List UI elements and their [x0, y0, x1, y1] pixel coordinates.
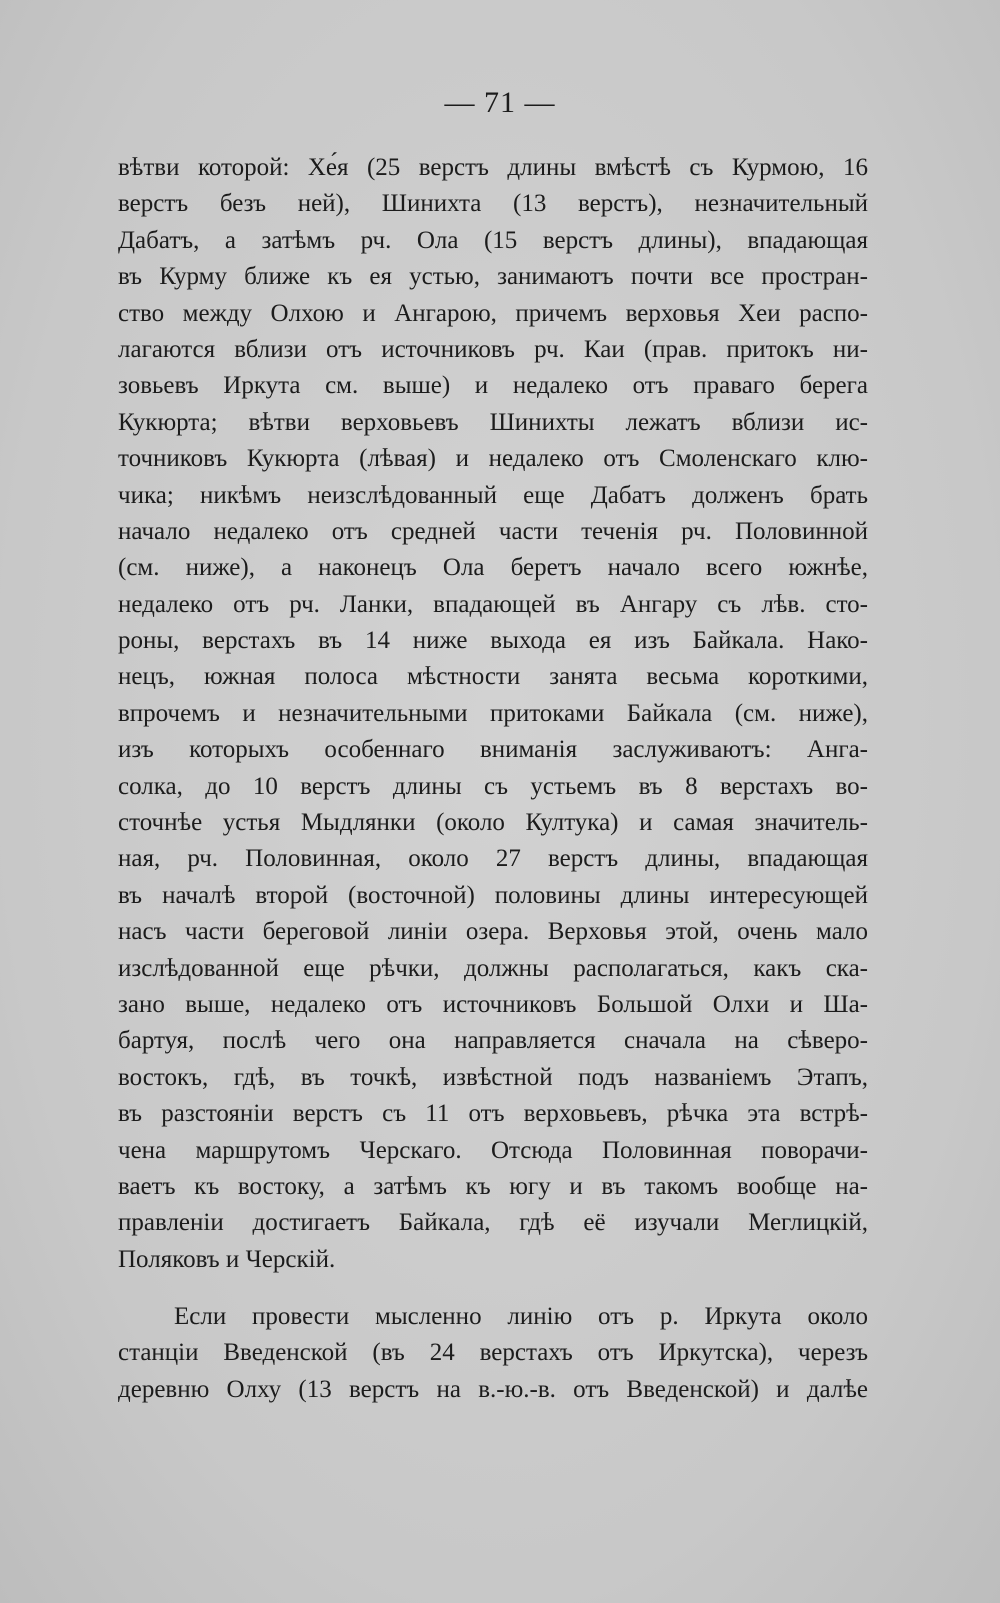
- text-line: бартуя, послѣ чего она направляется сначала на сѣверо-: [118, 1027, 868, 1055]
- page-number: — 71 —: [444, 86, 556, 119]
- text-line: въ Курму ближе къ ея устью, занимаютъ почти все простран-: [118, 263, 868, 291]
- text-line-indented: Если провести мысленно линію отъ р. Иркута около: [174, 1303, 868, 1330]
- text-line: въ началѣ второй (восточной) половины длины интересующей: [118, 881, 868, 909]
- text-line: роны, верстахъ въ 14 ниже выхода ея изъ Байкала. Нако-: [118, 627, 868, 655]
- text-line: станціи Введенской (въ 24 верстахъ отъ Иркутска), черезъ: [118, 1339, 868, 1367]
- text-line: (см. ниже), а наконецъ Ола беретъ начало всего южнѣе,: [118, 554, 868, 582]
- text-line: Дабатъ, а затѣмъ рч. Ола (15 верстъ длины), впадающая: [118, 226, 868, 254]
- text-line: начало недалеко отъ средней части теченія рч. Половинной: [118, 517, 868, 545]
- text-line: ство между Олхою и Ангарою, причемъ верховья Хеи распо-: [118, 299, 868, 327]
- text-line: ваетъ къ востоку, а затѣмъ къ югу и въ такомъ вообще на-: [118, 1172, 868, 1200]
- text-line: вѣтви которой: Хе́я (25 верстъ длины вмѣстѣ съ Курмою, 16: [118, 154, 868, 181]
- text-line: недалеко отъ рч. Ланки, впадающей въ Ангару съ лѣв. сто-: [118, 590, 868, 618]
- text-line: насъ части береговой линіи озера. Верховья этой, очень мало: [118, 918, 868, 946]
- text-line: ная, рч. Половинная, около 27 верстъ длины, впадающая: [118, 845, 868, 873]
- text-line: солка, до 10 верстъ длины съ устьемъ въ 8 верстахъ во-: [118, 772, 868, 800]
- text-line: Кукюрта; вѣтви верховьевъ Шинихты лежатъ вблизи ис-: [118, 408, 868, 436]
- text-line: впрочемъ и незначительными притоками Байкала (см. ниже),: [118, 699, 868, 727]
- text-line: деревню Олху (13 верстъ на в.-ю.-в. отъ Введенской) и далѣе: [118, 1375, 868, 1403]
- text-line: сточнѣе устья Мыдлянки (около Култука) и самая значитель-: [118, 809, 868, 837]
- text-line: верстъ безъ ней), Шинихта (13 верстъ), незначительный: [118, 190, 868, 218]
- text-line: зано выше, недалеко отъ источниковъ Большой Олхи и Ша-: [118, 990, 868, 1018]
- text-line: зовьевъ Иркута см. выше) и недалеко отъ праваго берега: [118, 372, 868, 400]
- text-line: изслѣдованной еще рѣчки, должны располагаться, какъ ска-: [118, 954, 868, 982]
- paragraph-2: [118, 1299, 868, 1408]
- text-line: въ разстояніи верстъ съ 11 отъ верховьевъ, рѣчка эта встрѣ-: [118, 1100, 868, 1128]
- text-line: лагаются вблизи отъ источниковъ рч. Каи (прав. притокъ ни-: [118, 335, 868, 363]
- text-line: нецъ, южная полоса мѣстности занята весьма короткими,: [118, 663, 868, 691]
- text-line-last: Поляковъ и Черскій.: [118, 1245, 336, 1273]
- paragraph-1: [118, 150, 868, 1278]
- text-line: чена маршрутомъ Черскаго. Отсюда Половинная поворачи-: [118, 1136, 868, 1164]
- text-line: точниковъ Кукюрта (лѣвая) и недалеко отъ Смоленскаго клю-: [118, 445, 868, 473]
- text-line: чика; никѣмъ неизслѣдованный еще Дабатъ долженъ брать: [118, 481, 868, 509]
- text-line: изъ которыхъ особеннаго вниманія заслуживаютъ: Анга-: [118, 736, 868, 764]
- text-line: правленіи достигаетъ Байкала, гдѣ её изучали Меглицкій,: [118, 1209, 868, 1237]
- text-line: востокъ, гдѣ, въ точкѣ, извѣстной подъ названіемъ Этапъ,: [118, 1063, 868, 1091]
